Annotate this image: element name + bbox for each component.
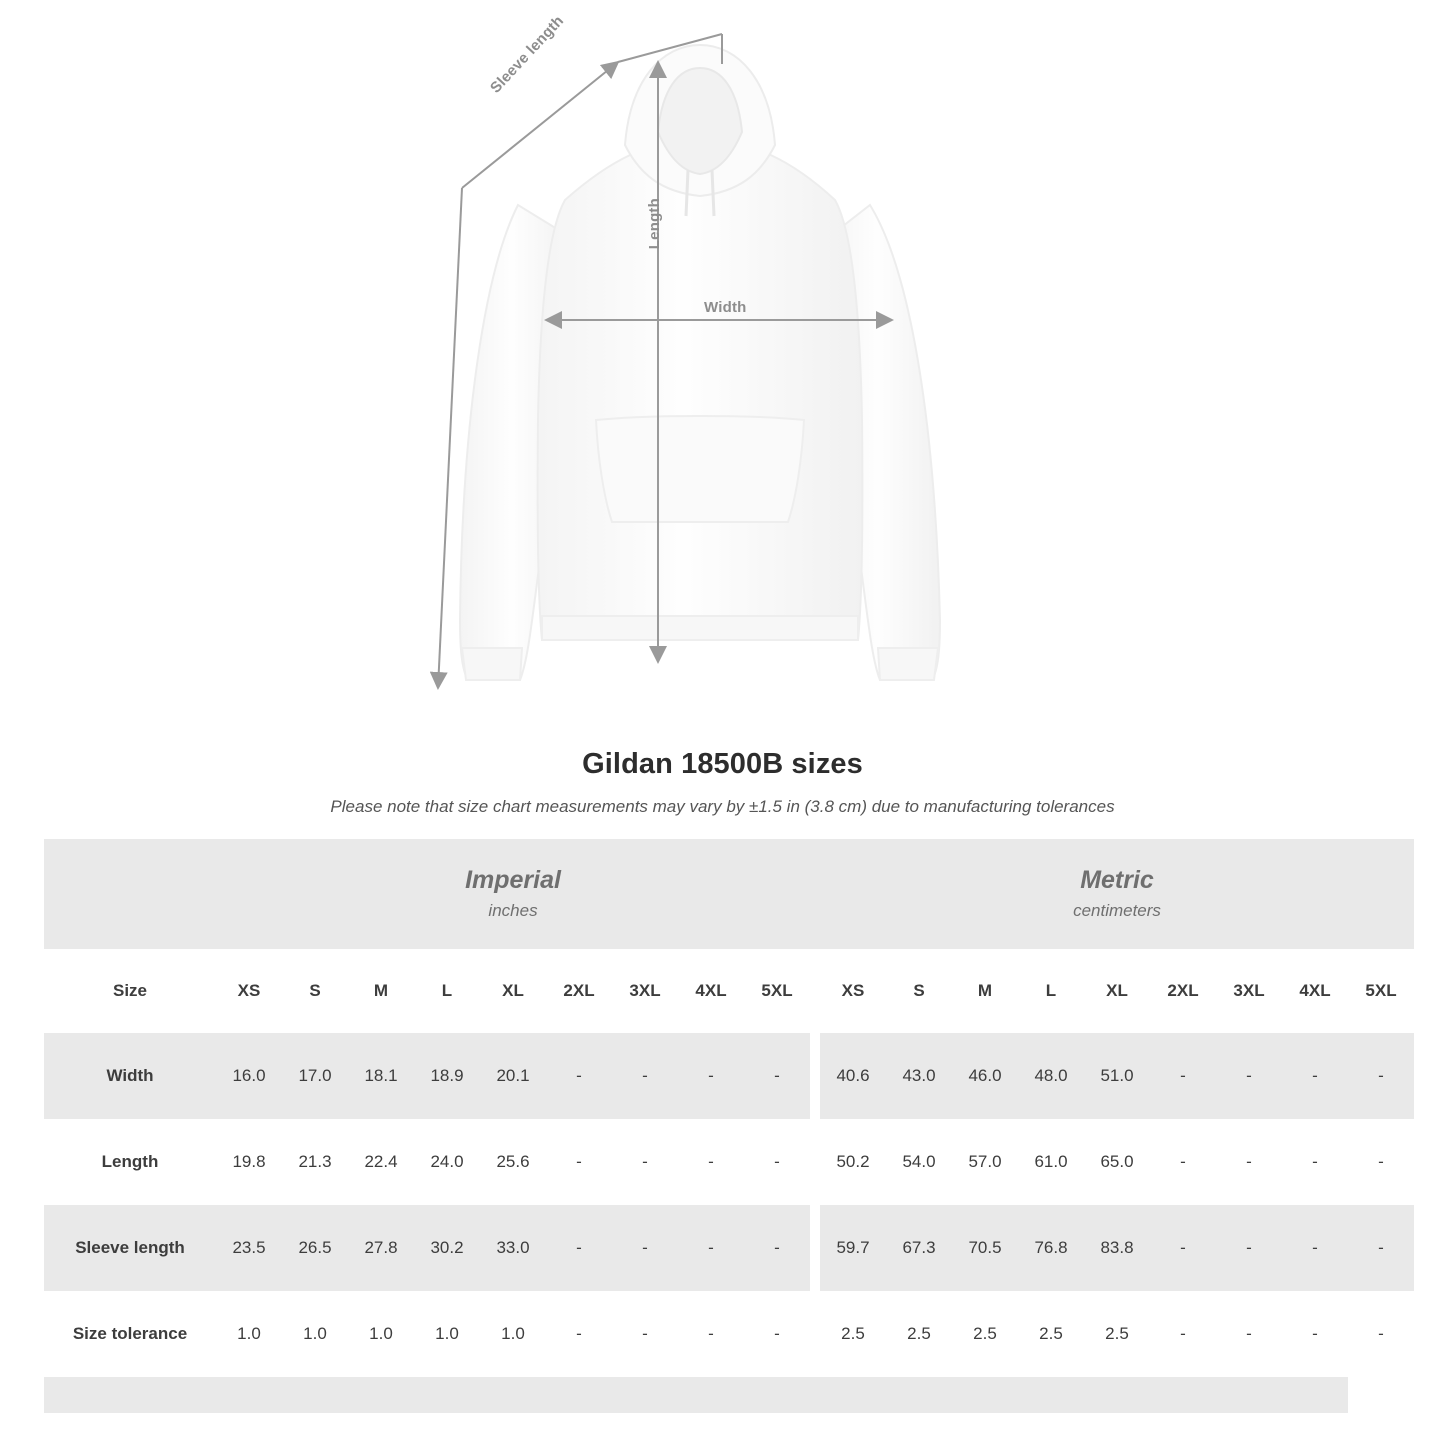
size-header-imperial-m: M (348, 949, 414, 1033)
unit-header-row (44, 839, 1414, 949)
size-header-metric-2xl: 2XL (1150, 949, 1216, 1033)
size-header-metric-s: S (886, 949, 952, 1033)
size-header-metric-xl: XL (1084, 949, 1150, 1033)
cell-width-imperial-xs: 16.0 (216, 1033, 282, 1119)
cell-sleeve-imperial-xl: 33.0 (480, 1205, 546, 1291)
size-header-imperial-xl: XL (480, 949, 546, 1033)
cell-sleeve-imperial-3xl: - (612, 1205, 678, 1291)
size-header-metric-m: M (952, 949, 1018, 1033)
cell-sleeve-metric-4xl: - (1282, 1205, 1348, 1291)
cell-length-imperial-2xl: - (546, 1119, 612, 1205)
cell-tolerance-metric-xs: 2.5 (820, 1291, 886, 1377)
cell-width-imperial-5xl: - (744, 1033, 810, 1119)
cell-length-imperial-xs: 19.8 (216, 1119, 282, 1205)
chart-heading-block (0, 748, 1445, 817)
metric-group-header (820, 839, 1414, 949)
size-chart-table (44, 839, 1414, 1413)
cell-sleeve-metric-2xl: - (1150, 1205, 1216, 1291)
group-separator (810, 1291, 820, 1377)
corner-cell (44, 839, 216, 949)
cell-length-metric-5xl: - (1348, 1119, 1414, 1205)
cell-length-imperial-4xl: - (678, 1119, 744, 1205)
table-row (44, 1033, 1414, 1119)
cell-width-imperial-xl: 20.1 (480, 1033, 546, 1119)
cell-length-imperial-m: 22.4 (348, 1119, 414, 1205)
cell-tolerance-imperial-4xl: - (678, 1291, 744, 1377)
cell-length-metric-l: 61.0 (1018, 1119, 1084, 1205)
cell-width-metric-3xl: - (1216, 1033, 1282, 1119)
cell-tolerance-metric-xl: 2.5 (1084, 1291, 1150, 1377)
cell-length-imperial-l: 24.0 (414, 1119, 480, 1205)
cell-tolerance-metric-2xl: - (1150, 1291, 1216, 1377)
size-header-imperial-4xl: 4XL (678, 949, 744, 1033)
size-header-imperial-2xl: 2XL (546, 949, 612, 1033)
imperial-sublabel: inches (488, 901, 538, 921)
table-row (44, 1291, 1414, 1377)
row-label-length: Length (44, 1119, 216, 1205)
size-header-metric-4xl: 4XL (1282, 949, 1348, 1033)
cell-sleeve-metric-xs: 59.7 (820, 1205, 886, 1291)
cell-length-metric-4xl: - (1282, 1119, 1348, 1205)
cell-width-metric-4xl: - (1282, 1033, 1348, 1119)
cell-sleeve-imperial-l: 30.2 (414, 1205, 480, 1291)
cell-width-metric-l: 48.0 (1018, 1033, 1084, 1119)
row-label-sleeve-length: Sleeve length (44, 1205, 216, 1291)
cell-tolerance-imperial-l: 1.0 (414, 1291, 480, 1377)
size-header-imperial-5xl: 5XL (744, 949, 810, 1033)
group-separator (810, 1205, 820, 1291)
row-label-width: Width (44, 1033, 216, 1119)
sleeve-length-dimension-label: Sleeve length (487, 12, 568, 97)
group-separator (810, 1119, 820, 1205)
cell-tolerance-metric-m: 2.5 (952, 1291, 1018, 1377)
size-header-metric-5xl: 5XL (1348, 949, 1414, 1033)
group-separator (810, 949, 820, 1033)
cell-tolerance-metric-l: 2.5 (1018, 1291, 1084, 1377)
width-dimension-label: Width (704, 299, 747, 316)
cell-length-imperial-xl: 25.6 (480, 1119, 546, 1205)
cell-tolerance-imperial-xs: 1.0 (216, 1291, 282, 1377)
group-separator (810, 1033, 820, 1119)
size-header-imperial-3xl: 3XL (612, 949, 678, 1033)
cell-sleeve-imperial-5xl: - (744, 1205, 810, 1291)
cell-sleeve-imperial-s: 26.5 (282, 1205, 348, 1291)
table-footer-bar (44, 1377, 1414, 1413)
cell-sleeve-metric-xl: 83.8 (1084, 1205, 1150, 1291)
cell-sleeve-metric-l: 76.8 (1018, 1205, 1084, 1291)
cell-sleeve-imperial-4xl: - (678, 1205, 744, 1291)
cell-width-imperial-3xl: - (612, 1033, 678, 1119)
size-header-metric-3xl: 3XL (1216, 949, 1282, 1033)
cell-length-imperial-3xl: - (612, 1119, 678, 1205)
cell-length-metric-xl: 65.0 (1084, 1119, 1150, 1205)
cell-width-imperial-l: 18.9 (414, 1033, 480, 1119)
tolerance-note: Please note that size chart measurements may vary by ±1.5 in (3.8 cm) due to manufacturing tolerances (330, 797, 1115, 816)
size-header-imperial-xs: XS (216, 949, 282, 1033)
size-header-metric-l: L (1018, 949, 1084, 1033)
cell-length-metric-3xl: - (1216, 1119, 1282, 1205)
cell-sleeve-metric-m: 70.5 (952, 1205, 1018, 1291)
cell-width-metric-xl: 51.0 (1084, 1033, 1150, 1119)
cell-tolerance-metric-s: 2.5 (886, 1291, 952, 1377)
length-dimension-label: Length (646, 198, 663, 250)
cell-width-metric-xs: 40.6 (820, 1033, 886, 1119)
size-header-label: Size (44, 949, 216, 1033)
cell-sleeve-metric-s: 67.3 (886, 1205, 952, 1291)
cell-sleeve-metric-3xl: - (1216, 1205, 1282, 1291)
cell-width-metric-s: 43.0 (886, 1033, 952, 1119)
cell-length-metric-xs: 50.2 (820, 1119, 886, 1205)
group-separator (810, 839, 820, 949)
cell-tolerance-metric-4xl: - (1282, 1291, 1348, 1377)
metric-label: Metric (1080, 865, 1154, 894)
cell-width-imperial-s: 17.0 (282, 1033, 348, 1119)
cell-tolerance-metric-3xl: - (1216, 1291, 1282, 1377)
table-row (44, 1205, 1414, 1291)
metric-sublabel: centimeters (1073, 901, 1161, 921)
cell-tolerance-imperial-s: 1.0 (282, 1291, 348, 1377)
cell-length-imperial-s: 21.3 (282, 1119, 348, 1205)
cell-width-metric-5xl: - (1348, 1033, 1414, 1119)
size-header-imperial-s: S (282, 949, 348, 1033)
imperial-label: Imperial (465, 865, 561, 894)
cell-tolerance-imperial-m: 1.0 (348, 1291, 414, 1377)
page-title: Gildan 18500B sizes (582, 748, 863, 780)
cell-tolerance-imperial-xl: 1.0 (480, 1291, 546, 1377)
cell-width-imperial-m: 18.1 (348, 1033, 414, 1119)
footer-bar-cell (44, 1377, 1348, 1413)
cell-length-metric-m: 57.0 (952, 1119, 1018, 1205)
cell-width-imperial-4xl: - (678, 1033, 744, 1119)
table-row (44, 1119, 1414, 1205)
cell-length-metric-2xl: - (1150, 1119, 1216, 1205)
imperial-group-header (216, 839, 810, 949)
size-chart-table-wrapper (44, 839, 1401, 1413)
cell-length-imperial-5xl: - (744, 1119, 810, 1205)
cell-length-metric-s: 54.0 (886, 1119, 952, 1205)
cell-width-metric-m: 46.0 (952, 1033, 1018, 1119)
size-header-imperial-l: L (414, 949, 480, 1033)
cell-width-imperial-2xl: - (546, 1033, 612, 1119)
cell-sleeve-imperial-2xl: - (546, 1205, 612, 1291)
cell-tolerance-metric-5xl: - (1348, 1291, 1414, 1377)
cell-tolerance-imperial-3xl: - (612, 1291, 678, 1377)
size-header-metric-xs: XS (820, 949, 886, 1033)
cell-width-metric-2xl: - (1150, 1033, 1216, 1119)
cell-sleeve-imperial-xs: 23.5 (216, 1205, 282, 1291)
cell-tolerance-imperial-5xl: - (744, 1291, 810, 1377)
cell-tolerance-imperial-2xl: - (546, 1291, 612, 1377)
cell-sleeve-metric-5xl: - (1348, 1205, 1414, 1291)
size-header-row (44, 949, 1414, 1033)
cell-sleeve-imperial-m: 27.8 (348, 1205, 414, 1291)
row-label-size-tolerance: Size tolerance (44, 1291, 216, 1377)
